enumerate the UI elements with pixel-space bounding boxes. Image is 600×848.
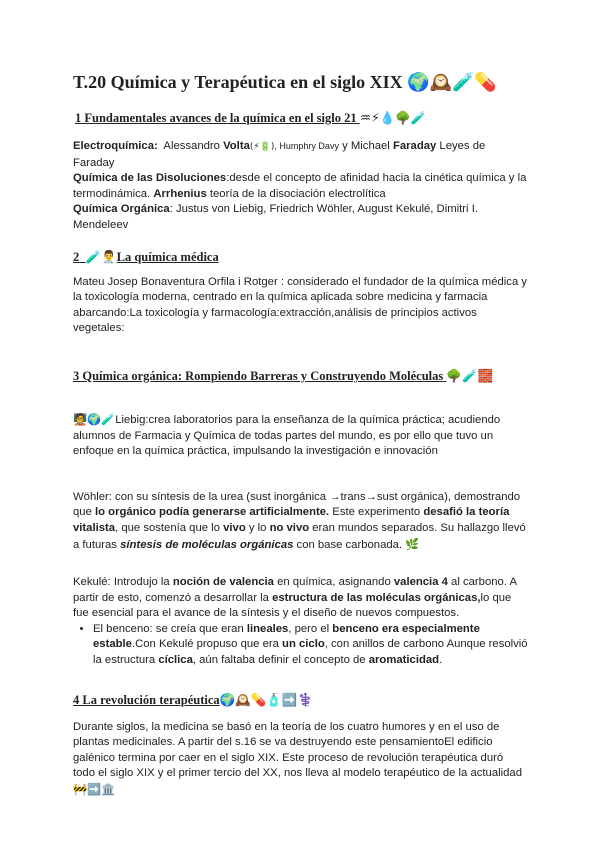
benz-text-i: , aún faltaba definir el concepto de (192, 654, 369, 667)
section-1-heading-text: 1 Fundamentales avances de la química en el siglo 21 (75, 111, 357, 125)
herb-icon: 🌿 (405, 537, 420, 551)
title-emoji-icons: 🌍🕰️🧪💊 (407, 72, 497, 93)
wohler-text-g: y lo (245, 521, 270, 534)
therapeutic-text: Durante siglos, la medicina se basó en la teoría de los cuatro humores y en el uso de plantas medicinales. A partir del s.16 se va destruyendo este pensamientoEl edificio galénico termina por caer en el siglo XIX. Este proceso de revolución terapéutica duró todo el siglo XIX y el primer tercio del XX, nos lleva al modelo terapéutico de la actualidad (73, 720, 522, 780)
kekule-text-g: lo que fue esencial para el avance de la síntesis y el diseño de nuevos compuestos. (73, 591, 512, 620)
section-4-emoji-icons: 🌍🕰️💊🧴➡️⚕️ (219, 691, 314, 707)
section-2-heading-text: La química médica (116, 249, 219, 264)
wohler-text-i: eran mundos separados. Su hallazgo llevó a futuras (73, 521, 526, 551)
wohler-text-f: vivo (223, 521, 246, 534)
wohler-text-h: no vivo (269, 521, 310, 534)
electro-text-c: y Michael (338, 140, 390, 152)
page-title (73, 70, 528, 95)
section-1-heading (75, 109, 528, 127)
section-1-emoji-icons: ♒⚡💧🌳🧪 (359, 110, 427, 125)
kekule-text-b: noción de valencia (172, 576, 274, 589)
document-page (73, 70, 528, 799)
kekule-text-d: valencia 4 (393, 576, 448, 589)
teacher-globe-flask-icons: 🧑‍🏫🌍🧪 (73, 412, 116, 426)
kekule-text-f: estructura de las moléculas orgánicas, (272, 591, 481, 604)
wohler-text-b: lo orgánico podía generarse artificialmente. (95, 506, 330, 519)
wohler-text-d: desafió la teoría vitalista (73, 506, 510, 534)
electro-text-d: Leyes de Faraday (73, 140, 486, 169)
kekule-paragraph (73, 575, 528, 622)
battery-icon: (⚡🔋) (249, 142, 275, 152)
wohler-text-c: Este experimento (329, 506, 424, 519)
wohler-paragraph (73, 490, 528, 553)
solutions-text-2: teoría de la disociación electrolítica (206, 187, 386, 200)
wohler-text-e: , que sostenía que lo (115, 521, 224, 534)
wohler-text-a: Wöhler: con su síntesis de la urea (sust inorgánica →trans→sust orgánica), demostrando que (73, 490, 521, 519)
kekule-text-e: al carbono. A partir de esto, comenzó a desarrollar la (73, 576, 517, 604)
benz-text-d: benceno era especialmente estable (93, 622, 480, 651)
solutions-label: Química de las Disoluciones (73, 172, 227, 185)
therapeutic-revolution-paragraph (73, 720, 528, 799)
wohler-text-k: con base carbonada. (293, 538, 403, 551)
section-2-number: 2 (73, 249, 80, 264)
organic-chemistry-paragraph (73, 202, 528, 233)
electro-text-b: , Humphry Davy (274, 141, 339, 151)
benzene-list-item (93, 622, 528, 669)
liebig-text: Liebig:crea laboratorios para la enseñanza de la química práctica; acudiendo alumnos de Farmacia y Química de todas partes del mundo, es por ello que tuvo un enfoque en la química práctica, impulsando la investigación e innovación (73, 413, 501, 458)
electrochemistry-paragraph (73, 139, 528, 171)
section-3-heading (73, 367, 528, 385)
kekule-text-c: en química, asignando (273, 576, 394, 589)
section-2-heading (73, 248, 528, 266)
benz-text-a: El benceno: se creía que eran (93, 622, 247, 635)
benz-text-k: . (439, 654, 443, 667)
benz-text-g: , con anillos de carbono Aunque resolvió la estructura (93, 638, 528, 667)
solutions-text: :desde el concepto de afinidad hacia la cinética química y la termodinámica. (73, 172, 527, 200)
orfila-paragraph: Mateu Josep Bonaventura Orfila i Rotger : considerado el fundador de la química médica y la toxicología moderna, centrado en la química aplicada sobre medicina y farmacia abarcando:La toxicología y farmacología:extracción,análisis de principios activos vegetales: (73, 275, 528, 335)
electro-text-a: Alessandro (163, 140, 220, 152)
kekule-text-a: Kekulé: Introdujo la (73, 576, 173, 589)
arrhenius-name: Arrhenius (153, 187, 207, 200)
benz-text-c: , pero el (288, 622, 333, 635)
benz-text-e: .Con Kekulé propuso que era (131, 638, 283, 651)
section-4-heading (73, 691, 528, 709)
benz-text-j: aromaticidad (368, 654, 440, 667)
organic-label: Química Orgánica (73, 203, 170, 216)
section-2-emoji-icons: 🧪👨‍⚕️ (85, 248, 117, 264)
section-4-heading-text: 4 La revolución terapéutica (73, 692, 220, 707)
electrochemistry-label: Electroquímica: (73, 140, 158, 152)
section-3-heading-text: 3 Química orgánica: Rompiendo Barreras y Construyendo Moléculas (73, 368, 444, 383)
organic-text: : Justus von Liebig, Friedrich Wöhler, August Kekulé, Dimitri I. Mendeleev (73, 203, 478, 231)
title-text: T.20 Química y Terapéutica en el siglo XIX (73, 72, 403, 92)
benz-text-h: cíclica (158, 654, 193, 667)
section-3-emoji-icons: 🌳🧪🧱 (446, 367, 494, 383)
liebig-paragraph (73, 412, 528, 460)
volta-name: Volta (223, 140, 250, 152)
benz-text-f: un ciclo (282, 638, 325, 651)
faraday-name: Faraday (392, 140, 437, 152)
construction-arrow-building-icons: 🚧➡️🏛️ (73, 783, 116, 797)
solutions-paragraph (73, 171, 528, 202)
benz-text-b: lineales (246, 622, 289, 635)
benzene-list (73, 622, 528, 669)
wohler-text-j: síntesis de moléculas orgánicas (120, 538, 294, 551)
